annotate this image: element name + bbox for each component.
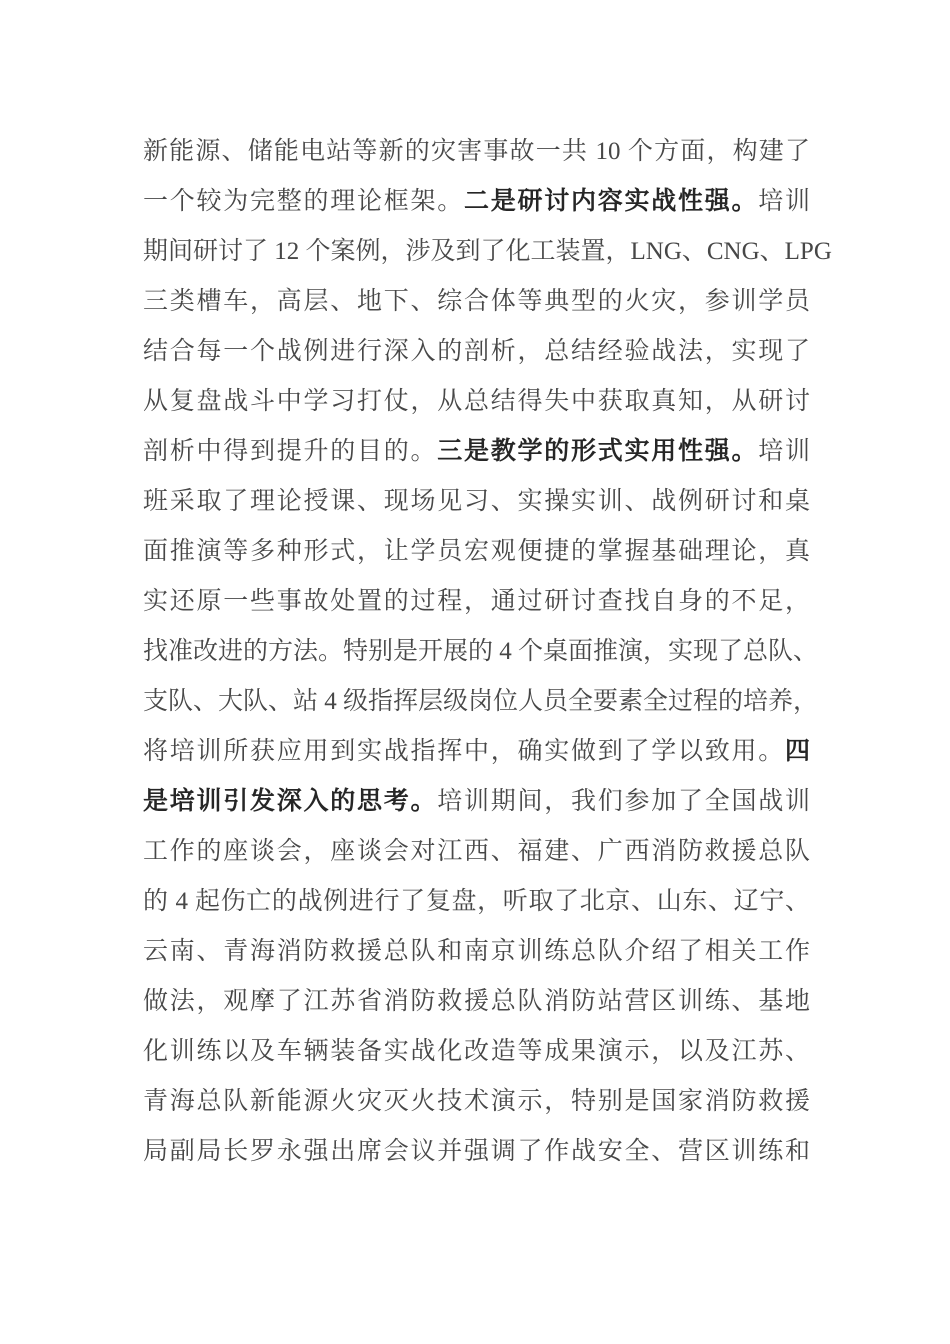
text-line	[143, 127, 810, 177]
text-line	[143, 277, 810, 327]
text-segment: 培训	[758, 438, 810, 465]
text-line	[143, 477, 810, 527]
text-line	[143, 427, 810, 477]
text-segment: 三类槽车，高层、地下、综合体等典型的火灾，参训学员	[143, 288, 810, 315]
text-segment: 青海总队新能源火灾灭火技术演示，特别是国家消防救援	[143, 1088, 810, 1115]
text-segment: 培训期间，我们参加了全国战训	[437, 788, 810, 815]
bold-text-segment: 四	[784, 738, 810, 765]
text-segment: 支队、大队、站 4 级指挥层级岗位人员全要素全过程的培养，	[143, 688, 819, 715]
text-line	[143, 727, 810, 777]
text-line	[143, 677, 819, 727]
text-line	[143, 327, 810, 377]
text-segment: 剖析中得到提升的目的。	[143, 438, 438, 465]
text-segment: 局副局长罗永强出席会议并强调了作战安全、营区训练和	[143, 1138, 810, 1165]
text-line	[143, 527, 810, 577]
text-segment: 做法，观摩了江苏省消防救援总队消防站营区训练、基地	[143, 988, 810, 1015]
text-segment: 实还原一些事故处置的过程，通过研讨查找自身的不足，	[143, 588, 810, 615]
text-segment: 期间研讨了 12 个案例，涉及到了化工装置，LNG、CNG、LPG	[143, 238, 832, 265]
text-line	[143, 627, 819, 677]
text-segment: 结合每一个战例进行深入的剖析，总结经验战法，实现了	[143, 338, 810, 365]
text-segment: 将培训所获应用到实战指挥中，确实做到了学以致用。	[143, 738, 785, 765]
text-line	[143, 577, 810, 627]
text-segment: 新能源、储能电站等新的灾害事故一共 10 个方面，构建了	[143, 138, 810, 165]
text-segment: 化训练以及车辆装备实战化改造等成果演示，以及江苏、	[143, 1038, 810, 1065]
text-line	[143, 977, 810, 1027]
text-segment: 面推演等多种形式，让学员宏观便捷的掌握基础理论，真	[143, 538, 810, 565]
text-segment: 云南、青海消防救援总队和南京训练总队介绍了相关工作	[143, 938, 810, 965]
text-segment: 找准改进的方法。特别是开展的 4 个桌面推演，实现了总队、	[143, 638, 819, 665]
text-segment: 的 4 起伤亡的战例进行了复盘，听取了北京、山东、辽宁、	[143, 888, 810, 915]
bold-text-segment: 二是研讨内容实战性强。	[463, 188, 759, 215]
text-line	[143, 827, 810, 877]
bold-text-segment: 三是教学的形式实用性强。	[437, 438, 759, 465]
text-line	[143, 777, 810, 827]
text-segment: 班采取了理论授课、现场见习、实操实训、战例研讨和桌	[143, 488, 810, 515]
bold-text-segment: 是培训引发深入的思考。	[143, 788, 438, 815]
text-line	[143, 877, 810, 927]
text-line	[143, 1027, 810, 1077]
text-segment: 培训	[758, 188, 810, 215]
text-line	[143, 1077, 810, 1127]
text-segment: 从复盘战斗中学习打仗，从总结得失中获取真知，从研讨	[143, 388, 810, 415]
text-line	[143, 1127, 810, 1177]
text-line	[143, 927, 810, 977]
text-segment: 一个较为完整的理论框架。	[143, 188, 464, 215]
text-line	[143, 177, 810, 227]
text-segment: 工作的座谈会，座谈会对江西、福建、广西消防救援总队	[143, 838, 810, 865]
text-line	[143, 377, 810, 427]
text-line	[143, 227, 832, 277]
